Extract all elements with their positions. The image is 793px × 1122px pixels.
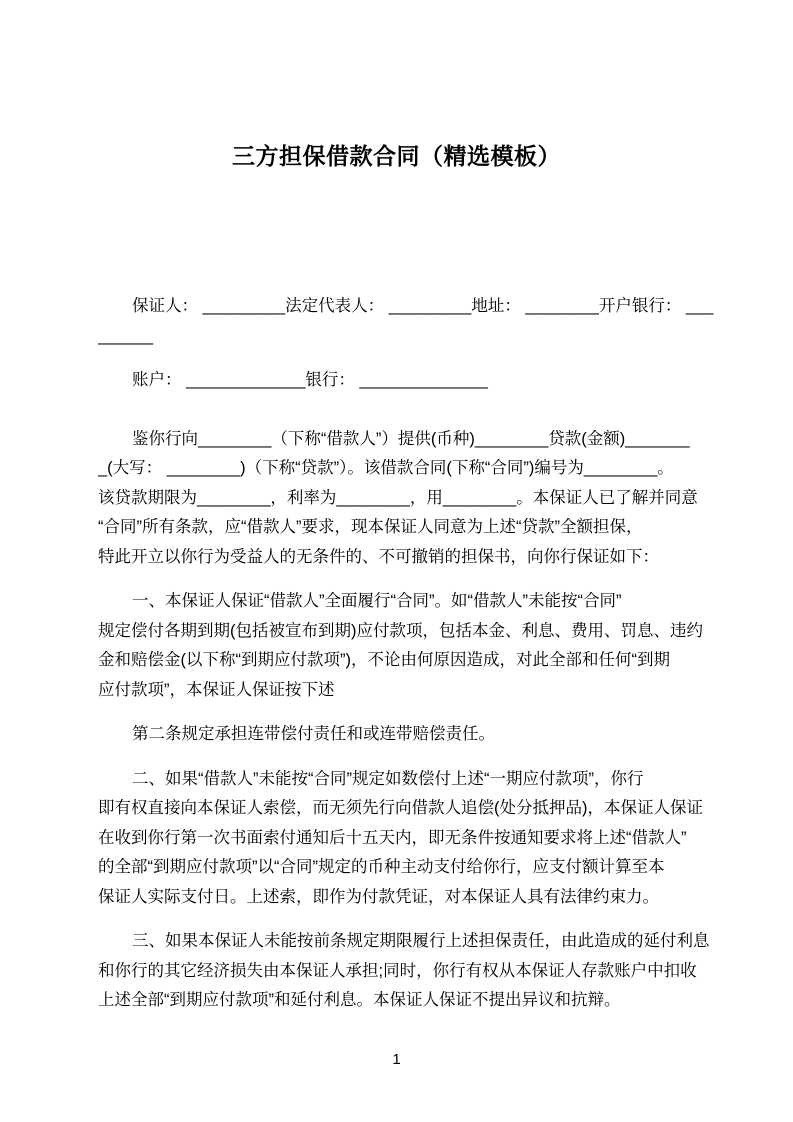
text-line-clause3-3: 上述全部“到期应付款项”和延付利息。本保证人保证不提出异议和抗辩。	[98, 991, 621, 1009]
text-line-clause3-1: 三、如果本保证人未能按前条规定期限履行上述担保责任，由此造成的延付利息	[132, 932, 710, 950]
text-line-account: 账户： _____________银行： ______________	[132, 371, 488, 389]
text-line-intro-5: 特此开立以你行为受益人的无条件的、不可撤销的担保书，向你行保证如下：	[98, 547, 659, 566]
text-line-clause2-1: 二、如果“借款人”未能按“合同”规定如数偿付上述“一期应付款项”，你行	[132, 769, 644, 788]
page-number: 1	[392, 1051, 401, 1068]
paragraph-intro	[98, 425, 715, 573]
text-line-clause1-1: 一、本保证人保证“借款人”全面履行“合同”。如“借款人”未能按“合同”	[132, 592, 622, 610]
text-line-clause2-3: 在收到你行第一次书面索付通知后十五天内，即无条件按通知要求将上述“借款人”	[98, 828, 687, 847]
text-line-clause3-2: 和你行的其它经济损失由本保证人承担;同时，你行有权从本保证人存款账户中扣收	[98, 961, 697, 980]
text-line-intro-3: 该贷款期限为________，利率为________，用________。本保证人已了解并同意	[98, 488, 698, 507]
text-line-intro-4: “合同”所有条款，应“借款人”要求，现本保证人同意为上述“贷款”全额担保，	[98, 518, 643, 536]
text-line-clause1-3: 金和赔偿金(以下称“到期应付款项”)，不论由何原因造成，对此全部和任何“到期	[98, 651, 670, 669]
text-line-guarantor-2: ______	[98, 326, 154, 345]
text-line-clause2-5: 保证人实际支付日。上述索，即作为付款凭证，对本保证人具有法律约束力。	[98, 887, 659, 906]
paragraph-account-info	[98, 366, 715, 396]
paragraph-guarantor-info	[98, 292, 715, 351]
paragraph-clause-1	[98, 587, 715, 705]
text-line-intro-2: _(大写： ________)（下称“贷款”）。该借款合同(下称“合同”)编号为________。	[98, 459, 674, 477]
text-line-clause1b: 第二条规定承担连带偿付责任和或连带赔偿责任。	[132, 725, 495, 743]
text-line-clause2-2: 即有权直接向本保证人索偿，而无须先行向借款人追偿(处分抵押品)，本保证人保证	[98, 799, 703, 817]
text-line-clause2-4: 的全部“到期应付款项”以“合同”规定的币种主动支付给你行，应支付额计算至本	[98, 858, 665, 876]
text-line-guarantor-1: 保证人： _________法定代表人： _________地址： ________开户银行： ___	[132, 297, 714, 315]
document-body	[0, 292, 793, 1016]
paragraph-clause-2	[98, 765, 715, 913]
text-line-intro-1: 鉴你行向________（下称“借款人”）提供(币种)________贷款(金额)_______	[132, 429, 690, 448]
document-title: 三方担保借款合同（精选模板）	[232, 143, 561, 169]
text-line-clause1-2: 规定偿付各期到期(包括被宣布到期)应付款项，包括本金、利息、费用、罚息、违约	[98, 621, 703, 640]
paragraph-clause-1-continuation	[98, 720, 715, 750]
paragraph-clause-3	[98, 927, 715, 1016]
text-line-clause1-4: 应付款项”，本保证人保证按下述	[98, 680, 335, 699]
